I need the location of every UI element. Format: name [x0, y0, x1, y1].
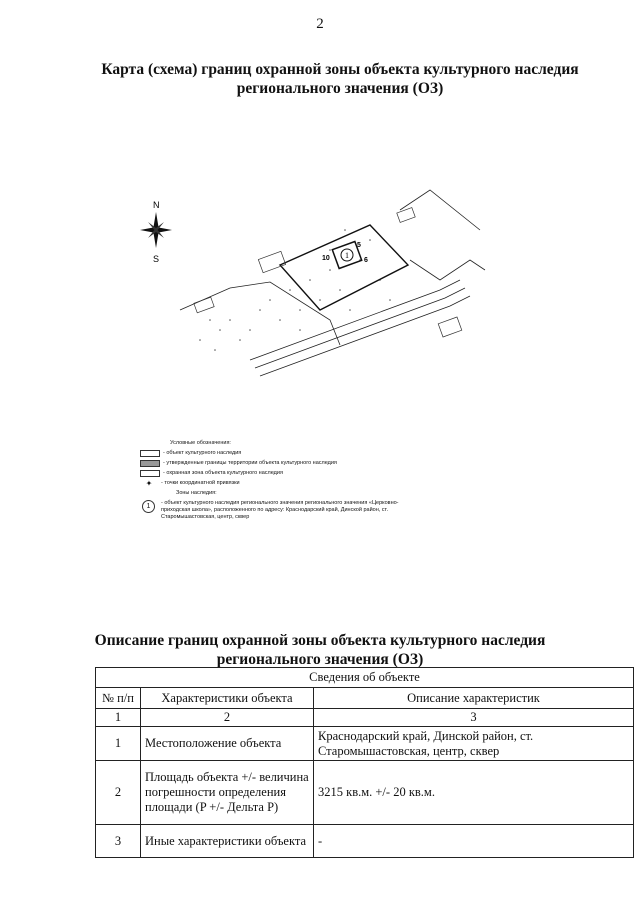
row-characteristic: Площадь объекта +/- величина погрешности определения площади (P +/- Дельта P) — [141, 761, 314, 825]
header-description: Описание характеристик — [314, 688, 634, 709]
legend-heading: Условные обозначения: — [170, 440, 231, 446]
header-number: № п/п — [96, 688, 141, 709]
page-number: 2 — [316, 16, 324, 32]
table-caption: Сведения об объекте — [96, 668, 634, 688]
legend-item-3: - охранная зона объекта культурного наследия — [140, 470, 283, 477]
table-row — [96, 727, 634, 761]
row-description: - — [314, 825, 634, 858]
map-point-6: 6 — [364, 257, 368, 264]
map-point-5: 5 — [357, 242, 361, 249]
site-map — [140, 170, 490, 385]
object-info-table — [95, 667, 634, 858]
map-legend — [140, 440, 440, 540]
table-row — [96, 825, 634, 858]
col-number-3: 3 — [314, 709, 634, 727]
row-description: Краснодарский край, Динской район, ст. Старомышастовская, центр, сквер — [314, 727, 634, 761]
row-characteristic: Местоположение объекта — [141, 727, 314, 761]
point-marker-icon: ✦ — [145, 479, 153, 488]
map-object-number: 1 — [345, 251, 349, 260]
legend-swatch-icon — [140, 460, 160, 467]
compass-icon — [140, 200, 172, 264]
legend-zones-heading: Зоны наследия: — [176, 490, 217, 496]
legend-item-object: 1 - объект культурного наследия регионального значения регионального значения «Церковно-приходская школа», расположенного по адресу: Краснодарский край, Динской район, ст. Старомышастовская, центр, сквер — [140, 500, 401, 521]
legend-item-4: ✦ - точки координатной привязки — [140, 480, 240, 487]
description-title: Описание границ охранной зоны объекта культурного наследия регионального значения (ОЗ) — [94, 632, 546, 668]
object-marker-icon: 1 — [142, 500, 155, 513]
legend-swatch-icon — [140, 470, 160, 477]
row-description: 3215 кв.м. +/- 20 кв.м. — [314, 761, 634, 825]
row-characteristic: Иные характеристики объекта — [141, 825, 314, 858]
legend-item-1: - объект культурного наследия — [140, 450, 241, 457]
header-characteristic: Характеристики объекта — [141, 688, 314, 709]
col-number-1: 1 — [96, 709, 141, 727]
map-title: Карта (схема) границ охранной зоны объекта культурного наследия регионального значения (ОЗ) — [101, 61, 579, 97]
compass-north: N — [153, 200, 160, 210]
row-number: 3 — [96, 825, 141, 858]
map-point-10: 10 — [322, 255, 330, 262]
table-row — [96, 761, 634, 825]
legend-swatch-icon — [140, 450, 160, 457]
row-number: 1 — [96, 727, 141, 761]
compass-south: S — [153, 254, 160, 264]
legend-item-2: - утвержденные границы территории объекта культурного наследия — [140, 460, 337, 467]
col-number-2: 2 — [141, 709, 314, 727]
row-number: 2 — [96, 761, 141, 825]
